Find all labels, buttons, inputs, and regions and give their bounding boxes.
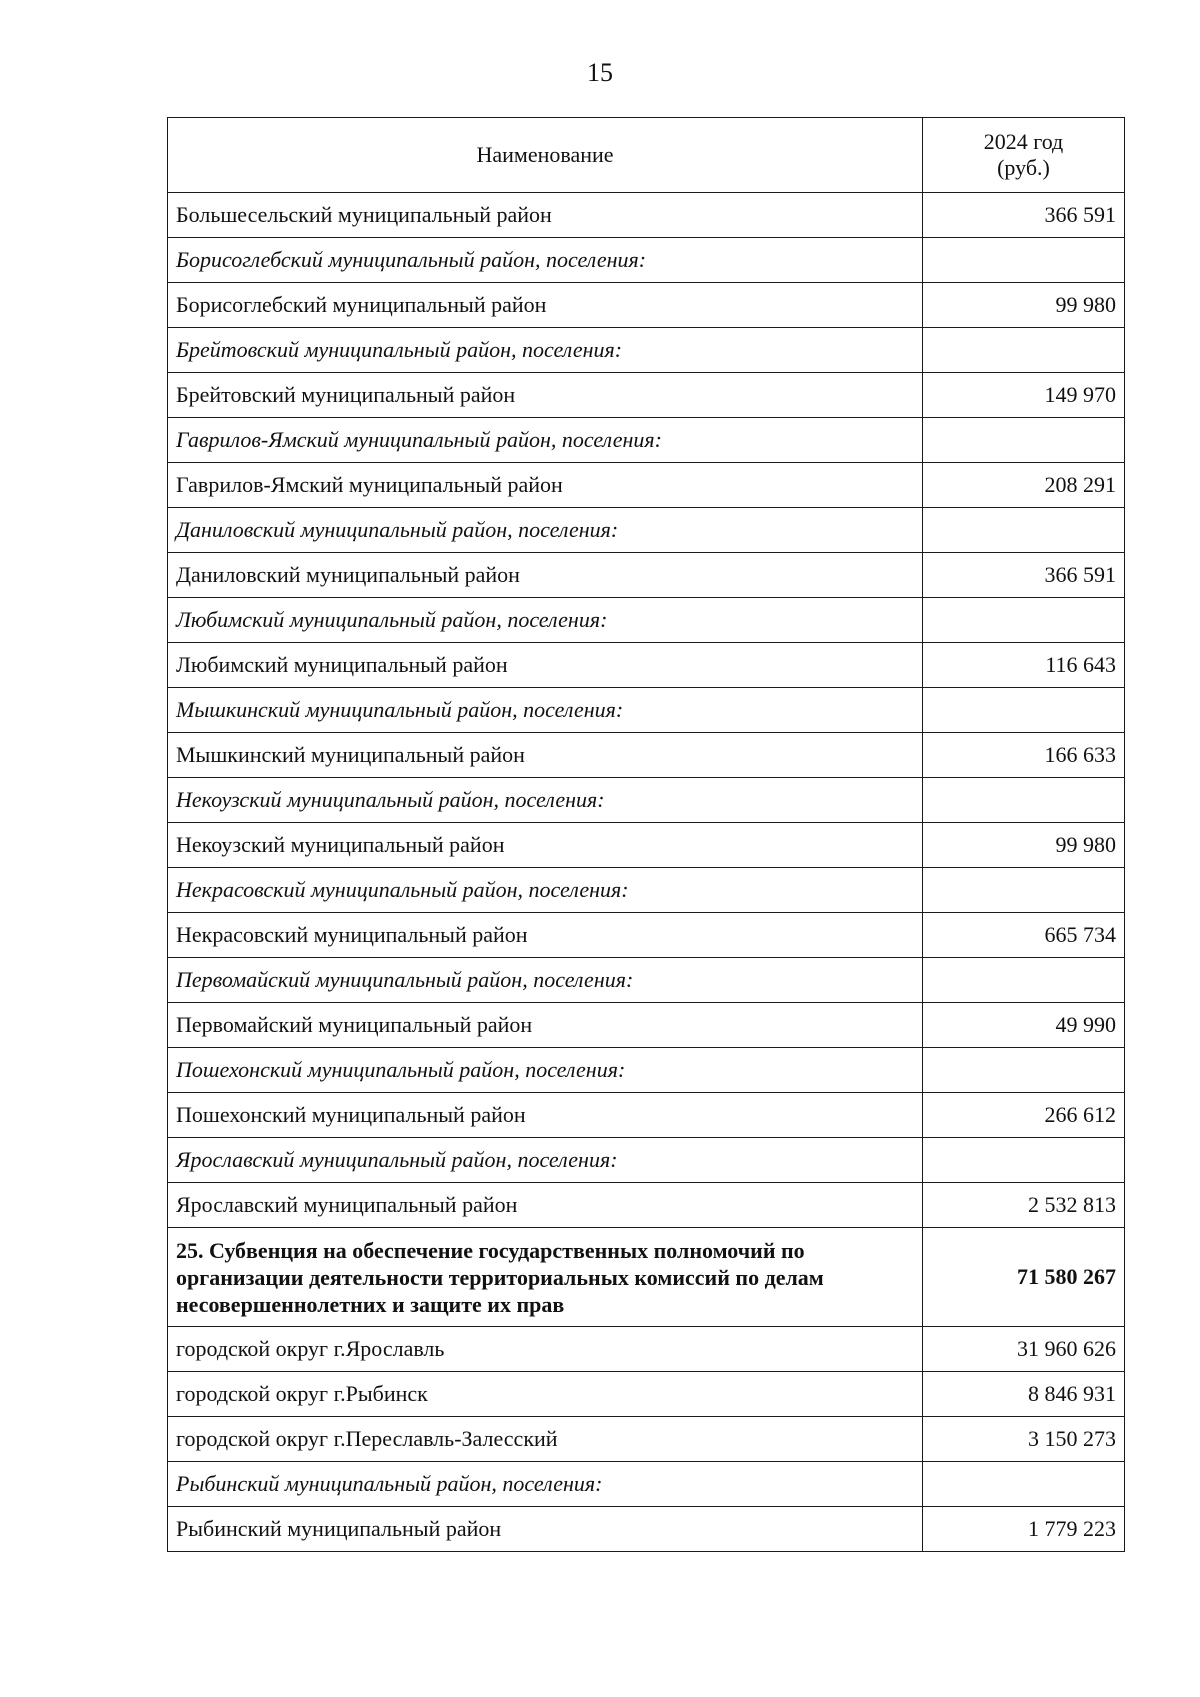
table-group-row: [168, 958, 1125, 1003]
row-name: Борисоглебский муниципальный район, поселения:: [168, 238, 923, 283]
row-amount: [923, 598, 1125, 643]
row-name: Некрасовский муниципальный район: [168, 913, 923, 958]
row-amount: 99 980: [923, 283, 1125, 328]
row-amount: 31 960 626: [923, 1327, 1125, 1372]
table-row: [168, 1372, 1125, 1417]
page-number: 15: [587, 58, 613, 87]
row-amount: 366 591: [923, 193, 1125, 238]
row-name: Мышкинский муниципальный район: [168, 733, 923, 778]
table-row: [168, 733, 1125, 778]
row-name: Любимский муниципальный район: [168, 643, 923, 688]
row-name: Даниловский муниципальный район, поселения:: [168, 508, 923, 553]
table-row: [168, 1507, 1125, 1552]
row-name: Ярославский муниципальный район, поселения:: [168, 1138, 923, 1183]
row-amount: [923, 958, 1125, 1003]
row-name: Гаврилов-Ямский муниципальный район, поселения:: [168, 418, 923, 463]
row-amount: 166 633: [923, 733, 1125, 778]
row-name: Рыбинский муниципальный район, поселения:: [168, 1462, 923, 1507]
table-group-row: [168, 1048, 1125, 1093]
row-amount: [923, 778, 1125, 823]
row-name: Большесельский муниципальный район: [168, 193, 923, 238]
row-amount: 2 532 813: [923, 1183, 1125, 1228]
row-amount: [923, 1462, 1125, 1507]
row-name: Некоузский муниципальный район, поселения:: [168, 778, 923, 823]
row-amount: 366 591: [923, 553, 1125, 598]
row-name: Пошехонский муниципальный район, поселения:: [168, 1048, 923, 1093]
table-row: [168, 1417, 1125, 1462]
table-group-row: [168, 1462, 1125, 1507]
table-group-row: [168, 418, 1125, 463]
row-name: Некрасовский муниципальный район, поселения:: [168, 868, 923, 913]
row-amount: 99 980: [923, 823, 1125, 868]
table-row: [168, 553, 1125, 598]
budget-table: [167, 117, 1125, 1552]
table-group-row: [168, 598, 1125, 643]
row-amount: [923, 238, 1125, 283]
table-row: [168, 1327, 1125, 1372]
column-header-amount: [923, 118, 1125, 193]
row-name: Брейтовский муниципальный район: [168, 373, 923, 418]
row-name: Рыбинский муниципальный район: [168, 1507, 923, 1552]
row-amount: 665 734: [923, 913, 1125, 958]
column-header-name: Наименование: [168, 118, 923, 193]
row-amount: [923, 1048, 1125, 1093]
table-group-row: [168, 778, 1125, 823]
row-name: 25. Субвенция на обеспечение государственных полномочий по организации деятельности территориальных комиссий по делам несовершеннолетних и защите их прав: [168, 1228, 923, 1327]
row-name: Первомайский муниципальный район, поселения:: [168, 958, 923, 1003]
row-amount: [923, 868, 1125, 913]
table-group-row: [168, 1138, 1125, 1183]
table-row: [168, 1003, 1125, 1048]
row-name: Некоузский муниципальный район: [168, 823, 923, 868]
column-header-year: 2024 год: [983, 129, 1064, 154]
table-group-row: [168, 688, 1125, 733]
row-amount: 8 846 931: [923, 1372, 1125, 1417]
column-header-unit: (руб.): [997, 155, 1050, 180]
row-amount: [923, 328, 1125, 373]
table-group-row: [168, 508, 1125, 553]
table-header-row: [168, 118, 1125, 193]
row-name: Пошехонский муниципальный район: [168, 1093, 923, 1138]
table-group-row: [168, 328, 1125, 373]
table-row: [168, 193, 1125, 238]
table-row: [168, 823, 1125, 868]
row-amount: 208 291: [923, 463, 1125, 508]
row-name: Даниловский муниципальный район: [168, 553, 923, 598]
row-amount: 1 779 223: [923, 1507, 1125, 1552]
row-name: Борисоглебский муниципальный район: [168, 283, 923, 328]
row-name: Ярославский муниципальный район: [168, 1183, 923, 1228]
table-row: [168, 283, 1125, 328]
table-body: [168, 193, 1125, 1552]
table-row: [168, 373, 1125, 418]
table-row: [168, 463, 1125, 508]
row-name: Гаврилов-Ямский муниципальный район: [168, 463, 923, 508]
row-name: Любимский муниципальный район, поселения:: [168, 598, 923, 643]
row-amount: [923, 508, 1125, 553]
row-name: Брейтовский муниципальный район, поселения:: [168, 328, 923, 373]
row-name: Мышкинский муниципальный район, поселения:: [168, 688, 923, 733]
row-amount: 3 150 273: [923, 1417, 1125, 1462]
row-amount: 116 643: [923, 643, 1125, 688]
table-group-row: [168, 868, 1125, 913]
row-amount: 149 970: [923, 373, 1125, 418]
row-amount: 266 612: [923, 1093, 1125, 1138]
row-name: городской округ г.Рыбинск: [168, 1372, 923, 1417]
row-amount: 71 580 267: [923, 1228, 1125, 1327]
table-row: [168, 1093, 1125, 1138]
row-name: городской округ г.Переславль-Залесский: [168, 1417, 923, 1462]
table-group-row: [168, 238, 1125, 283]
row-amount: [923, 688, 1125, 733]
table-row: [168, 913, 1125, 958]
row-name: Первомайский муниципальный район: [168, 1003, 923, 1048]
table-row: [168, 643, 1125, 688]
row-amount: [923, 1138, 1125, 1183]
table-row: [168, 1183, 1125, 1228]
row-amount: [923, 418, 1125, 463]
row-name: городской округ г.Ярославль: [168, 1327, 923, 1372]
table-section-row: [168, 1228, 1125, 1327]
row-amount: 49 990: [923, 1003, 1125, 1048]
